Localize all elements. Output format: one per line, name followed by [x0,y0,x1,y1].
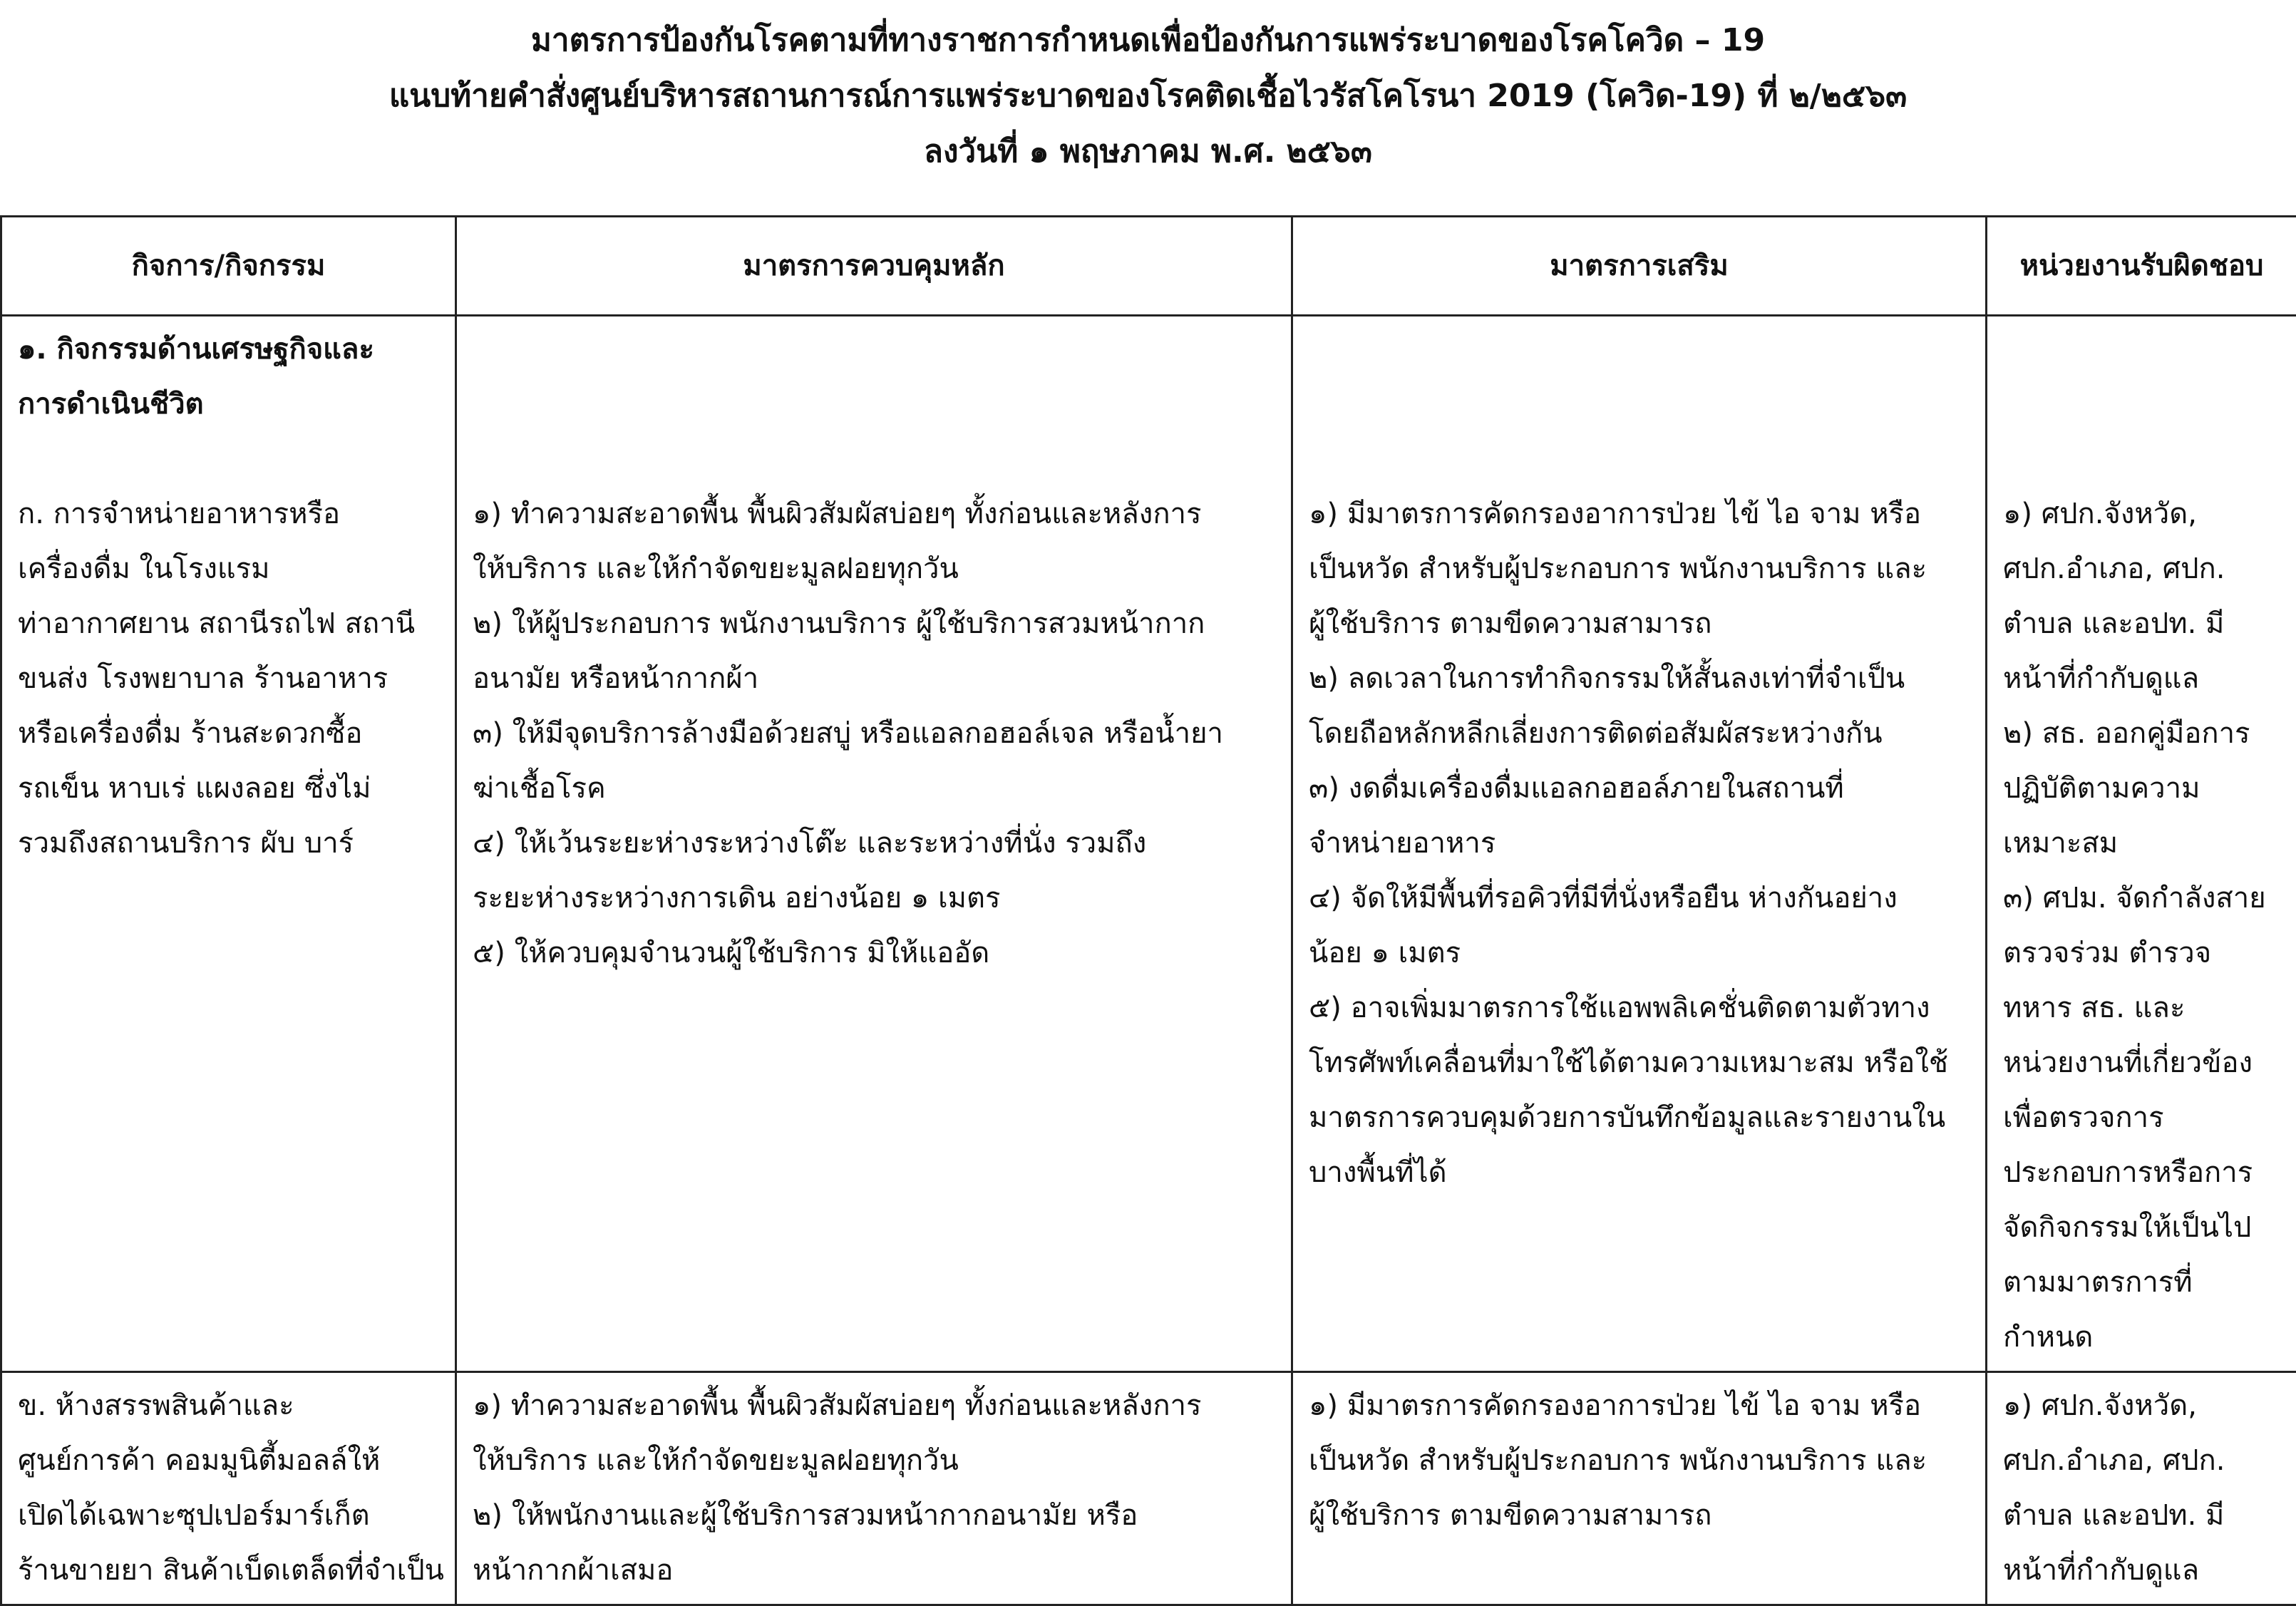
section-title [18,322,439,432]
measure-line: ๔) ให้เว้นระยะห่างระหว่างโต๊ะ และระหว่างที่นั่ง รวมถึง [473,816,1275,871]
measure-line: จำหน่ายอาหาร [1309,816,1970,871]
measure-line: ๑) ทำความสะอาดพื้น พื้นผิวสัมผัสบ่อยๆ ทั้งก่อนและหลังการ [473,1379,1275,1433]
responsible-line: ๑) ศปก.จังหวัด, [2003,487,2280,542]
section-title-line: ๑. กิจกรรมด้านเศรษฐกิจและ [18,322,439,377]
measure-line: ผู้ใช้บริการ ตามขีดความสามารถ [1309,597,1970,652]
responsible-line: ตำบล และอปท. มี [2003,597,2280,652]
activity-line: ร้านขายยา สินค้าเบ็ดเตล็ดที่จำเป็น [18,1543,439,1598]
activity-line: เปิดได้เฉพาะซุปเปอร์มาร์เก็ต [18,1488,439,1543]
measure-line: โทรศัพท์เคลื่อนที่มาใช้ได้ตามความเหมาะสม หรือใช้ [1309,1036,1970,1091]
measure-line: ๕) อาจเพิ่มมาตรการใช้แอพพลิเคชั่นติดตามตัวทาง [1309,981,1970,1036]
measure-line: ๕) ให้ควบคุมจำนวนผู้ใช้บริการ มิให้แออัด [473,926,1275,981]
table-row [1,316,2296,1372]
activity-line: ท่าอากาศยาน สถานีรถไฟ สถานี [18,597,439,652]
responsible-cell [1987,316,2296,1372]
responsible-line: ตรวจร่วม ตำรวจ [2003,926,2280,981]
responsible-cell [1987,1372,2296,1605]
responsible-line: ๑) ศปก.จังหวัด, [2003,1379,2280,1433]
supplementary-measures-cell [1292,316,1987,1372]
column-header-supplementary-measures: มาตรการเสริม [1292,217,1987,316]
activity-line: หรือเครื่องดื่ม ร้านสะดวกซื้อ [18,706,439,761]
activity-line: ข. ห้างสรรพสินค้าและ [18,1379,439,1433]
measure-line: ๒) ลดเวลาในการทำกิจกรรมให้สั้นลงเท่าที่จำเป็น [1309,652,1970,706]
measure-line: ผู้ใช้บริการ ตามขีดความสามารถ [1309,1488,1970,1543]
activity-line: เครื่องดื่ม ในโรงแรม [18,542,439,597]
activity-line: รถเข็น หาบเร่ แผงลอย ซึ่งไม่ [18,761,439,816]
measure-line: หน้ากากผ้าเสมอ [473,1543,1275,1598]
activity-line: รวมถึงสถานบริการ ผับ บาร์ [18,816,439,871]
measure-line: ๓) งดดื่มเครื่องดื่มแอลกอฮอล์ภายในสถานที่ [1309,761,1970,816]
measure-line: ระยะห่างระหว่างการเดิน อย่างน้อย ๑ เมตร [473,871,1275,926]
measure-line: ให้บริการ และให้กำจัดขยะมูลฝอยทุกวัน [473,542,1275,597]
responsible-line: ปฏิบัติตามความ [2003,761,2280,816]
activity-line: ก. การจำหน่ายอาหารหรือ [18,487,439,542]
measure-line: บางพื้นที่ได้ [1309,1146,1970,1200]
responsible-line: หน้าที่กำกับดูแล [2003,652,2280,706]
measure-line: ให้บริการ และให้กำจัดขยะมูลฝอยทุกวัน [473,1433,1275,1488]
activity-cell [1,316,456,1372]
responsible-line: หน้าที่กำกับดูแล [2003,1543,2280,1598]
responsible-line: เพื่อตรวจการ [2003,1091,2280,1146]
measure-line: ฆ่าเชื้อโรค [473,761,1275,816]
responsible-line: ๓) ศปม. จัดกำลังสาย [2003,871,2280,926]
table-header-row [1,217,2296,316]
measure-line: มาตรการควบคุมด้วยการบันทึกข้อมูลและรายงานใน [1309,1091,1970,1146]
measure-line: ๒) ให้พนักงานและผู้ใช้บริการสวมหน้ากากอนามัย หรือ [473,1488,1275,1543]
table-row [1,1372,2296,1605]
document-date: ลงวันที่ ๑ พฤษภาคม พ.ศ. ๒๕๖๓ [0,124,2296,180]
responsible-line: ตำบล และอปท. มี [2003,1488,2280,1543]
column-header-responsible: หน่วยงานรับผิดชอบ [1987,217,2296,316]
measure-line: โดยถือหลักหลีกเลี่ยงการติดต่อสัมผัสระหว่างกัน [1309,706,1970,761]
responsible-line: จัดกิจกรรมให้เป็นไป [2003,1200,2280,1255]
responsible-line: ศปก.อำเภอ, ศปก. [2003,1433,2280,1488]
measure-line: อนามัย หรือหน้ากากผ้า [473,652,1275,706]
measure-line: ๓) ให้มีจุดบริการล้างมือด้วยสบู่ หรือแอลกอฮอล์เจล หรือน้ำยา [473,706,1275,761]
document-header [0,13,2296,180]
measure-line: ๑) ทำความสะอาดพื้น พื้นผิวสัมผัสบ่อยๆ ทั้งก่อนและหลังการ [473,487,1275,542]
measure-line: เป็นหวัด สำหรับผู้ประกอบการ พนักงานบริการ และ [1309,542,1970,597]
measure-line: เป็นหวัด สำหรับผู้ประกอบการ พนักงานบริการ และ [1309,1433,1970,1488]
responsible-line: ประกอบการหรือการ [2003,1146,2280,1200]
measure-line: ๑) มีมาตรการคัดกรองอาการป่วย ไข้ ไอ จาม หรือ [1309,487,1970,542]
measure-line: น้อย ๑ เมตร [1309,926,1970,981]
document-title: มาตรการป้องกันโรคตามที่ทางราชการกำหนดเพื่อป้องกันการแพร่ระบาดของโรคโควิด – 19 [0,13,2296,68]
measure-line: ๑) มีมาตรการคัดกรองอาการป่วย ไข้ ไอ จาม หรือ [1309,1379,1970,1433]
responsible-line: เหมาะสม [2003,816,2280,871]
document-subtitle: แนบท้ายคำสั่งศูนย์บริหารสถานการณ์การแพร่ระบาดของโรคติดเชื้อไวรัสโคโรนา 2019 (โควิด-19) ที่ ๒/๒๕๖๓ [0,68,2296,124]
section-title-line: การดำเนินชีวิต [18,377,439,432]
supplementary-measures-cell [1292,1372,1987,1605]
column-header-main-measures: มาตรการควบคุมหลัก [456,217,1292,316]
responsible-line: หน่วยงานที่เกี่ยวข้อง [2003,1036,2280,1091]
responsible-line: ๒) สธ. ออกคู่มือการ [2003,706,2280,761]
activity-text [18,487,439,871]
activity-line: ศูนย์การค้า คอมมูนิตี้มอลล์ให้ [18,1433,439,1488]
responsible-line: กำหนด [2003,1310,2280,1365]
main-measures-cell [456,1372,1292,1605]
measure-line: ๔) จัดให้มีพื้นที่รอคิวที่มีที่นั่งหรือยืน ห่างกันอย่าง [1309,871,1970,926]
activity-cell [1,1372,456,1605]
responsible-line: ตามมาตรการที่ [2003,1255,2280,1310]
activity-line: ขนส่ง โรงพยาบาล ร้านอาหาร [18,652,439,706]
measure-line: ๒) ให้ผู้ประกอบการ พนักงานบริการ ผู้ใช้บริการสวมหน้ากาก [473,597,1275,652]
measures-table [0,215,2296,1606]
responsible-line: ทหาร สธ. และ [2003,981,2280,1036]
column-header-activity: กิจการ/กิจกรรม [1,217,456,316]
responsible-line: ศปก.อำเภอ, ศปก. [2003,542,2280,597]
main-measures-cell [456,316,1292,1372]
